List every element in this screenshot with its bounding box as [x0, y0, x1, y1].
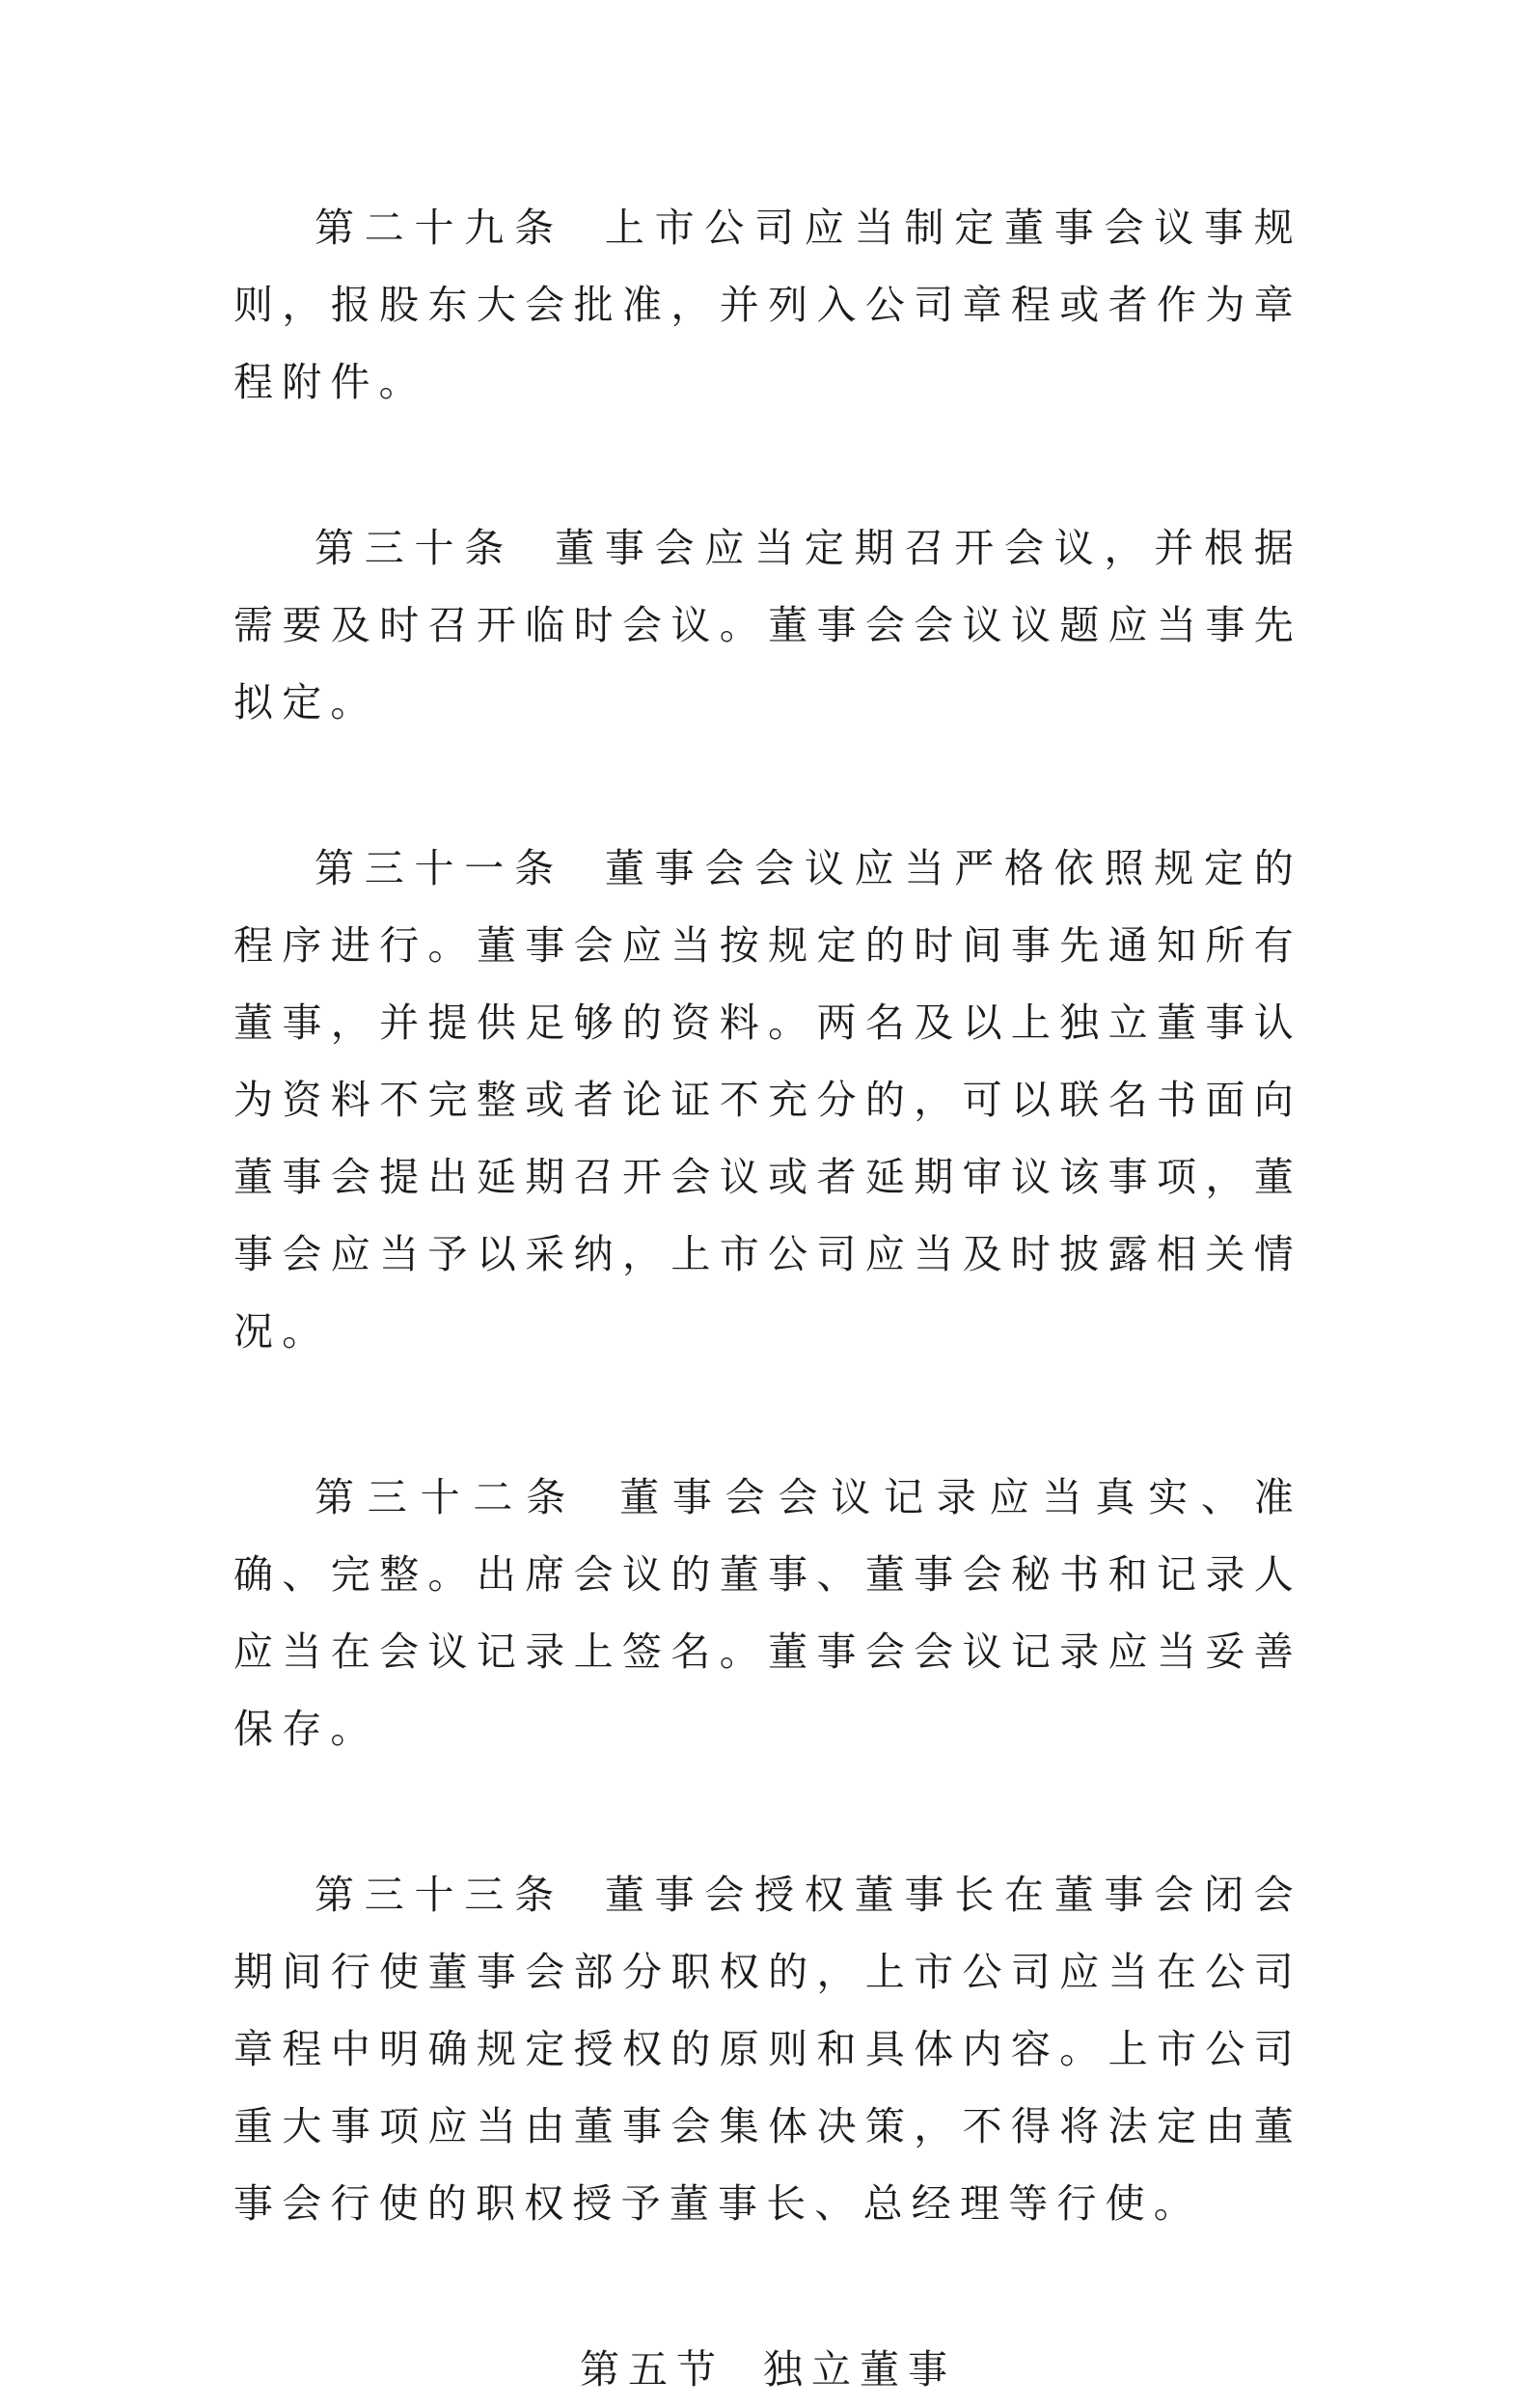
- article-29: [233, 189, 1302, 421]
- article-number: 第三十二条: [314, 1474, 580, 1520]
- article-number: 第三十三条: [314, 1872, 564, 1918]
- article-number: 第三十条: [314, 525, 515, 571]
- article-number: 第二十九条: [314, 205, 564, 251]
- article-33: [233, 1856, 1302, 2242]
- article-text: 董事会会议应当严格依照规定的程序进行。董事会应当按规定的时间事先通知所有董事，并提供足够的资料。两名及以上独立董事认为资料不完整或者论证不充分的，可以联名书面向董事会提出延期召开会议或者延期审议该事项，董事会应当予以采纳，上市公司应当及时披露相关情况。: [233, 845, 1302, 1354]
- article-30: [233, 509, 1302, 741]
- article-text: 上市公司应当制定董事会议事规则，报股东大会批准，并列入公司章程或者作为章程附件。: [233, 205, 1302, 405]
- article-text: 董事会应当定期召开会议，并根据需要及时召开临时会议。董事会会议议题应当事先拟定。: [233, 525, 1303, 725]
- section-heading: [233, 2331, 1302, 2408]
- section-number: 第五节: [580, 2346, 724, 2393]
- article-text: 董事会授权董事长在董事会闭会期间行使董事会部分职权的，上市公司应当在公司章程中明确规定授权的原则和具体内容。上市公司重大事项应当由董事会集体决策，不得将法定由董事会行使的职权授予董事长、总经理等行使。: [233, 1872, 1302, 2227]
- article-number: 第三十一条: [314, 845, 564, 891]
- section-title: 独立董事: [763, 2346, 956, 2393]
- article-31: [233, 830, 1302, 1370]
- article-text: 董事会会议记录应当真实、准确、完整。出席会议的董事、董事会秘书和记录人应当在会议记录上签名。董事会会议记录应当妥善保存。: [233, 1474, 1302, 1752]
- article-32: [233, 1459, 1302, 1767]
- document-body: [233, 189, 1302, 2408]
